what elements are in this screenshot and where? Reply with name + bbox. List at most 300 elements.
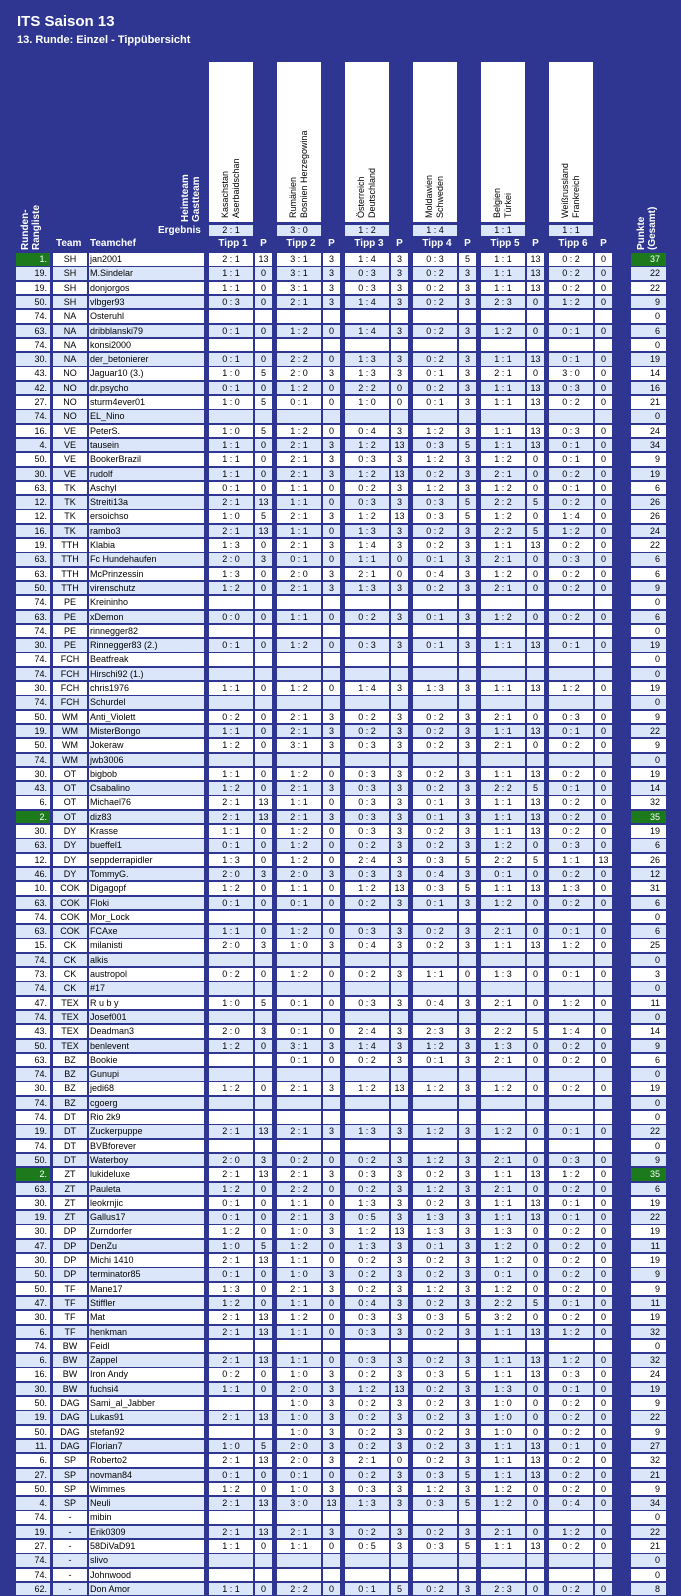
points-cell: 13: [391, 468, 408, 481]
tip-cell: 0 : 2: [549, 253, 593, 266]
points-cell: 13: [323, 1497, 340, 1510]
table-row: [0, 1053, 681, 1067]
points-cell: 0: [255, 382, 272, 395]
tip-cell: [549, 596, 593, 609]
table-row: [0, 981, 681, 995]
points-cell: 3: [459, 925, 476, 938]
team-cell: TTH: [53, 582, 87, 595]
heimteam-label: Heimteam: [180, 174, 191, 222]
rank-cell: 30.: [16, 825, 50, 838]
tip-cell: [209, 1111, 253, 1124]
team-cell: NO: [53, 396, 87, 409]
tip-cell: 1 : 1: [277, 796, 321, 809]
points-cell: 0: [323, 1154, 340, 1167]
points-cell: 13: [527, 1440, 544, 1453]
points-cell: 3: [255, 1154, 272, 1167]
total-points-cell: 6: [631, 611, 666, 624]
tip-cell: 2 : 2: [277, 353, 321, 366]
points-cell: 13: [255, 1411, 272, 1424]
tip-cell: 0 : 3: [413, 1469, 457, 1482]
tip-cell: 2 : 1: [277, 1526, 321, 1539]
points-cell: 0: [255, 682, 272, 695]
teamchef-cell: Neuli: [89, 1497, 204, 1510]
total-points-cell: 26: [631, 496, 666, 509]
tip-cell: [209, 596, 253, 609]
tip-cell: 1 : 2: [345, 1082, 389, 1095]
tip-cell: [549, 1068, 593, 1081]
tip-cell: 0 : 2: [345, 1154, 389, 1167]
points-cell: 3: [391, 1483, 408, 1496]
table-row: [0, 953, 681, 967]
tip-cell: 1 : 3: [345, 367, 389, 380]
points-cell: 0: [595, 839, 612, 852]
tip-cell: 1 : 2: [549, 1526, 593, 1539]
total-points-cell: 0: [631, 1569, 666, 1582]
total-points-cell: 32: [631, 1454, 666, 1467]
table-row: [0, 1568, 681, 1582]
tip-cell: 1 : 1: [277, 1540, 321, 1553]
tip-cell: 2 : 0: [209, 868, 253, 881]
team-cell: DP: [53, 1240, 87, 1253]
points-cell: 3: [459, 768, 476, 781]
teamchef-cell: dribblanski79: [89, 325, 204, 338]
rank-cell: 74.: [16, 653, 50, 666]
points-cell: 0: [527, 997, 544, 1010]
tip-cell: [413, 954, 457, 967]
team-cell: COK: [53, 911, 87, 924]
team-cell: TF: [53, 1311, 87, 1324]
points-cell: 0: [527, 482, 544, 495]
points-cell: 3: [459, 711, 476, 724]
team-cell: CK: [53, 939, 87, 952]
points-cell: 0: [595, 1440, 612, 1453]
tip-cell: [481, 1097, 525, 1110]
tip-cell: 0 : 2: [549, 811, 593, 824]
rank-cell: 43.: [16, 782, 50, 795]
tip-cell: 0 : 2: [413, 782, 457, 795]
tip-cell: 0 : 2: [413, 1297, 457, 1310]
points-cell: [255, 1511, 272, 1524]
table-row: [0, 610, 681, 624]
teamchef-cell: Waterboy: [89, 1154, 204, 1167]
points-cell: 3: [323, 1526, 340, 1539]
tip-cell: 1 : 2: [481, 510, 525, 523]
tip-cell: 0 : 2: [549, 282, 593, 295]
points-cell: 3: [323, 1440, 340, 1453]
tip-cell: 2 : 1: [209, 1497, 253, 1510]
tip-cell: 1 : 2: [413, 1283, 457, 1296]
rank-cell: 74.: [16, 668, 50, 681]
tip-cell: 1 : 1: [277, 525, 321, 538]
points-cell: 3: [391, 1540, 408, 1553]
tip-cell: [345, 1097, 389, 1110]
points-cell: 0: [255, 1197, 272, 1210]
points-cell: [323, 410, 340, 423]
table-row: [0, 1310, 681, 1324]
tip-cell: [345, 625, 389, 638]
tip-cell: 1 : 4: [549, 1025, 593, 1038]
points-cell: [391, 1011, 408, 1024]
points-cell: [527, 596, 544, 609]
points-cell: 13: [527, 282, 544, 295]
table-row: [0, 452, 681, 466]
teamchef-cell: Anti_Violett: [89, 711, 204, 724]
teamchef-cell: fuchsi4: [89, 1383, 204, 1396]
total-points-cell: 27: [631, 1440, 666, 1453]
tip-cell: 1 : 0: [209, 367, 253, 380]
points-cell: [459, 625, 476, 638]
teamchef-cell: Zappel: [89, 1354, 204, 1367]
points-cell: 3: [323, 1368, 340, 1381]
points-cell: 0: [527, 1125, 544, 1138]
page-title: ITS Saison 13: [17, 13, 115, 30]
total-points-cell: 6: [631, 1054, 666, 1067]
rank-cell: 6.: [16, 1326, 50, 1339]
points-cell: [323, 696, 340, 709]
points-cell: 3: [459, 868, 476, 881]
total-points-cell: 0: [631, 954, 666, 967]
points-cell: 3: [391, 1297, 408, 1310]
tip-cell: 2 : 2: [345, 382, 389, 395]
total-points-cell: 14: [631, 1025, 666, 1038]
tip-cell: 1 : 2: [345, 468, 389, 481]
points-cell: 3: [391, 1283, 408, 1296]
points-cell: 0: [323, 1583, 340, 1596]
points-cell: 3: [459, 1583, 476, 1596]
points-cell: [595, 339, 612, 352]
table-row: [0, 581, 681, 595]
table-row: [0, 795, 681, 809]
table-row: [0, 938, 681, 952]
table-row: [0, 738, 681, 752]
tip-cell: 1 : 1: [277, 1354, 321, 1367]
tip-cell: [413, 1554, 457, 1567]
tip-cell: 1 : 2: [481, 1497, 525, 1510]
rank-cell: 74.: [16, 954, 50, 967]
tip-cell: 0 : 1: [481, 1268, 525, 1281]
points-cell: 0: [595, 1311, 612, 1324]
total-points-cell: 22: [631, 1211, 666, 1224]
tip-cell: [277, 1569, 321, 1582]
rank-cell: 50.: [16, 1283, 50, 1296]
rank-cell: 30.: [16, 1254, 50, 1267]
points-cell: 13: [391, 1225, 408, 1238]
points-cell: 0: [527, 1483, 544, 1496]
team-cell: TTH: [53, 539, 87, 552]
points-cell: 3: [323, 453, 340, 466]
table-row: [0, 1210, 681, 1224]
tip-cell: 1 : 2: [481, 1082, 525, 1095]
tip-cell: 1 : 3: [345, 1125, 389, 1138]
teamchef-cell: Beatfreak: [89, 653, 204, 666]
points-cell: 0: [595, 568, 612, 581]
points-cell: 13: [255, 796, 272, 809]
tip-cell: [413, 696, 457, 709]
points-cell: 3: [459, 468, 476, 481]
points-cell: 13: [527, 768, 544, 781]
teamchef-cell: Michael76: [89, 796, 204, 809]
points-cell: 0: [595, 1426, 612, 1439]
tip-cell: 0 : 2: [549, 739, 593, 752]
tip-cell: [277, 1511, 321, 1524]
tip-cell: 0 : 0: [209, 611, 253, 624]
rank-cell: 47.: [16, 1240, 50, 1253]
tip-cell: 0 : 3: [413, 882, 457, 895]
tip-cell: 0 : 2: [345, 968, 389, 981]
tip-cell: 0 : 3: [345, 796, 389, 809]
points-cell: 3: [255, 868, 272, 881]
tip-cell: 1 : 0: [277, 1368, 321, 1381]
table-row: [0, 1182, 681, 1196]
total-points-cell: 9: [631, 1397, 666, 1410]
tip-cell: [549, 1511, 593, 1524]
tip-cell: 1 : 1: [481, 267, 525, 280]
rank-cell: 11.: [16, 1440, 50, 1453]
points-cell: 5: [459, 439, 476, 452]
team-cell: NO: [53, 382, 87, 395]
points-cell: 0: [595, 939, 612, 952]
tip-cell: 0 : 2: [413, 468, 457, 481]
tip-cell: 1 : 2: [345, 510, 389, 523]
tip-cell: 2 : 3: [413, 1025, 457, 1038]
points-cell: 0: [255, 453, 272, 466]
teamchef-cell: der_betonierer: [89, 353, 204, 366]
points-cell: 0: [323, 796, 340, 809]
tip-cell: 0 : 1: [481, 868, 525, 881]
tip-cell: 2 : 1: [277, 782, 321, 795]
tip-cell: 2 : 0: [209, 553, 253, 566]
tip-cell: 0 : 1: [413, 553, 457, 566]
points-cell: 3: [391, 1311, 408, 1324]
table-row: [0, 767, 681, 781]
total-points-cell: 22: [631, 282, 666, 295]
points-cell: 0: [595, 553, 612, 566]
tip-cell: 0 : 3: [345, 868, 389, 881]
points-cell: [391, 410, 408, 423]
points-cell: 0: [595, 997, 612, 1010]
points-cell: [391, 1340, 408, 1353]
rank-cell: 30.: [16, 1225, 50, 1238]
points-cell: 0: [255, 839, 272, 852]
tip-cell: 1 : 2: [209, 882, 253, 895]
table-row: [0, 1496, 681, 1510]
tip-cell: 0 : 2: [413, 325, 457, 338]
tip-cell: 1 : 1: [209, 825, 253, 838]
points-cell: 13: [527, 1540, 544, 1553]
tip-cell: 2 : 1: [481, 1154, 525, 1167]
points-cell: [595, 625, 612, 638]
tip-cell: 0 : 1: [413, 1054, 457, 1067]
tip-cell: 1 : 1: [209, 439, 253, 452]
teamchef-cell: Johnwood: [89, 1569, 204, 1582]
tip-cell: 1 : 2: [277, 925, 321, 938]
tip-cell: 0 : 1: [549, 639, 593, 652]
points-col-header: P: [600, 238, 607, 249]
points-cell: 0: [255, 1383, 272, 1396]
tip-cell: [345, 696, 389, 709]
tip-cell: 0 : 1: [549, 453, 593, 466]
table-row: [0, 395, 681, 409]
points-cell: 0: [323, 1240, 340, 1253]
tip-cell: 0 : 2: [413, 725, 457, 738]
tip-cell: [209, 1097, 253, 1110]
tip-cell: 0 : 2: [413, 1268, 457, 1281]
points-cell: 0: [595, 1583, 612, 1596]
teamchef-cell: Csabalino: [89, 782, 204, 795]
points-cell: 13: [255, 1354, 272, 1367]
tip-cell: 1 : 2: [549, 296, 593, 309]
teamchef-col-header: Teamchef: [90, 238, 136, 249]
points-cell: [391, 1140, 408, 1153]
total-points-cell: 19: [631, 768, 666, 781]
rank-cell: 50.: [16, 1268, 50, 1281]
tip-cell: 1 : 1: [481, 811, 525, 824]
teamchef-cell: virenschutz: [89, 582, 204, 595]
points-cell: 0: [391, 568, 408, 581]
points-col-header: P: [260, 238, 267, 249]
table-row: [0, 352, 681, 366]
table-row: [0, 252, 681, 266]
points-cell: 5: [255, 367, 272, 380]
teamchef-cell: Stiffler: [89, 1297, 204, 1310]
tip-cell: [413, 982, 457, 995]
total-points-cell: 19: [631, 1082, 666, 1095]
points-cell: 3: [323, 939, 340, 952]
rank-cell: 6.: [16, 1354, 50, 1367]
teamchef-cell: TommyG.: [89, 868, 204, 881]
match-result-3: 1 : 2: [345, 225, 389, 236]
teamchef-cell: Rinnegger83 (2.): [89, 639, 204, 652]
points-cell: 3: [323, 725, 340, 738]
points-cell: 3: [323, 1168, 340, 1181]
total-points-cell: 19: [631, 353, 666, 366]
tip-cell: 2 : 3: [481, 1583, 525, 1596]
team-cell: TTH: [53, 568, 87, 581]
points-cell: 5: [459, 510, 476, 523]
points-cell: 3: [391, 282, 408, 295]
tip-cell: 2 : 1: [209, 1125, 253, 1138]
team-cell: WM: [53, 754, 87, 767]
points-cell: 0: [527, 1225, 544, 1238]
tip-cell: 0 : 2: [413, 525, 457, 538]
tip-cell: [413, 1140, 457, 1153]
points-cell: [459, 911, 476, 924]
points-cell: [255, 1097, 272, 1110]
teamchef-cell: Sami_al_Jabber: [89, 1397, 204, 1410]
points-cell: 0: [595, 1025, 612, 1038]
table-row: [0, 824, 681, 838]
table-row: [0, 1096, 681, 1110]
tipp-col-header: Tipp 3: [354, 238, 384, 249]
total-points-cell: 19: [631, 1311, 666, 1324]
points-cell: [459, 1569, 476, 1582]
tip-cell: 1 : 1: [277, 482, 321, 495]
total-points-cell: 0: [631, 1011, 666, 1024]
tip-cell: 1 : 2: [209, 1297, 253, 1310]
points-cell: [527, 1097, 544, 1110]
points-cell: [595, 696, 612, 709]
points-cell: [527, 1340, 544, 1353]
points-cell: 0: [527, 968, 544, 981]
tip-cell: 1 : 3: [481, 1225, 525, 1238]
points-cell: 0: [595, 639, 612, 652]
rank-cell: 30.: [16, 639, 50, 652]
tipp-col-header: Tipp 4: [422, 238, 452, 249]
points-cell: 13: [255, 496, 272, 509]
match-result-6: 1 : 1: [549, 225, 593, 236]
tip-cell: 2 : 1: [277, 468, 321, 481]
tip-cell: 0 : 2: [413, 1397, 457, 1410]
team-cell: COK: [53, 925, 87, 938]
points-cell: 0: [323, 768, 340, 781]
rank-cell: 2.: [16, 811, 50, 824]
tip-cell: 1 : 0: [209, 425, 253, 438]
tip-cell: 0 : 2: [413, 353, 457, 366]
total-points-cell: 22: [631, 725, 666, 738]
points-cell: 13: [527, 267, 544, 280]
tip-cell: 1 : 3: [209, 854, 253, 867]
table-row: [0, 366, 681, 380]
tip-cell: 0 : 5: [345, 1540, 389, 1553]
tip-cell: 2 : 4: [345, 854, 389, 867]
table-row: [0, 681, 681, 695]
teamchef-cell: Streiti13a: [89, 496, 204, 509]
tip-cell: 0 : 3: [549, 553, 593, 566]
rank-cell: 63.: [16, 611, 50, 624]
points-cell: 3: [391, 1168, 408, 1181]
team-cell: OT: [53, 782, 87, 795]
away-team-name: Bosnien Herzegowina: [299, 130, 309, 218]
team-cell: COK: [53, 882, 87, 895]
total-points-cell: 0: [631, 310, 666, 323]
team-cell: FCH: [53, 696, 87, 709]
tip-cell: [209, 1340, 253, 1353]
tip-cell: 0 : 2: [549, 1311, 593, 1324]
points-cell: 3: [459, 725, 476, 738]
tip-cell: 1 : 1: [277, 1326, 321, 1339]
points-cell: 0: [323, 1054, 340, 1067]
points-cell: 0: [323, 1025, 340, 1038]
tip-cell: 2 : 2: [481, 525, 525, 538]
teamchef-cell: bigbob: [89, 768, 204, 781]
tip-cell: [413, 1097, 457, 1110]
total-points-cell: 35: [631, 1168, 666, 1181]
points-cell: 5: [459, 1469, 476, 1482]
points-cell: 3: [391, 1440, 408, 1453]
points-cell: [255, 339, 272, 352]
points-cell: 13: [255, 811, 272, 824]
page-subtitle: 13. Runde: Einzel - Tippübersicht: [17, 34, 191, 46]
tip-cell: [277, 954, 321, 967]
tip-cell: 0 : 1: [209, 353, 253, 366]
tip-cell: [413, 668, 457, 681]
table-row: [0, 881, 681, 895]
tip-cell: 1 : 3: [481, 968, 525, 981]
points-cell: 0: [595, 367, 612, 380]
points-cell: [323, 1068, 340, 1081]
points-cell: 0: [595, 496, 612, 509]
total-points-cell: 19: [631, 1254, 666, 1267]
tip-cell: 0 : 2: [413, 839, 457, 852]
tip-cell: 1 : 2: [413, 482, 457, 495]
total-points-cell: 9: [631, 1268, 666, 1281]
team-cell: SP: [53, 1497, 87, 1510]
tip-cell: 0 : 2: [549, 1411, 593, 1424]
points-cell: 0: [595, 1168, 612, 1181]
tip-cell: 0 : 2: [345, 839, 389, 852]
points-cell: [527, 410, 544, 423]
tip-cell: 1 : 1: [481, 882, 525, 895]
